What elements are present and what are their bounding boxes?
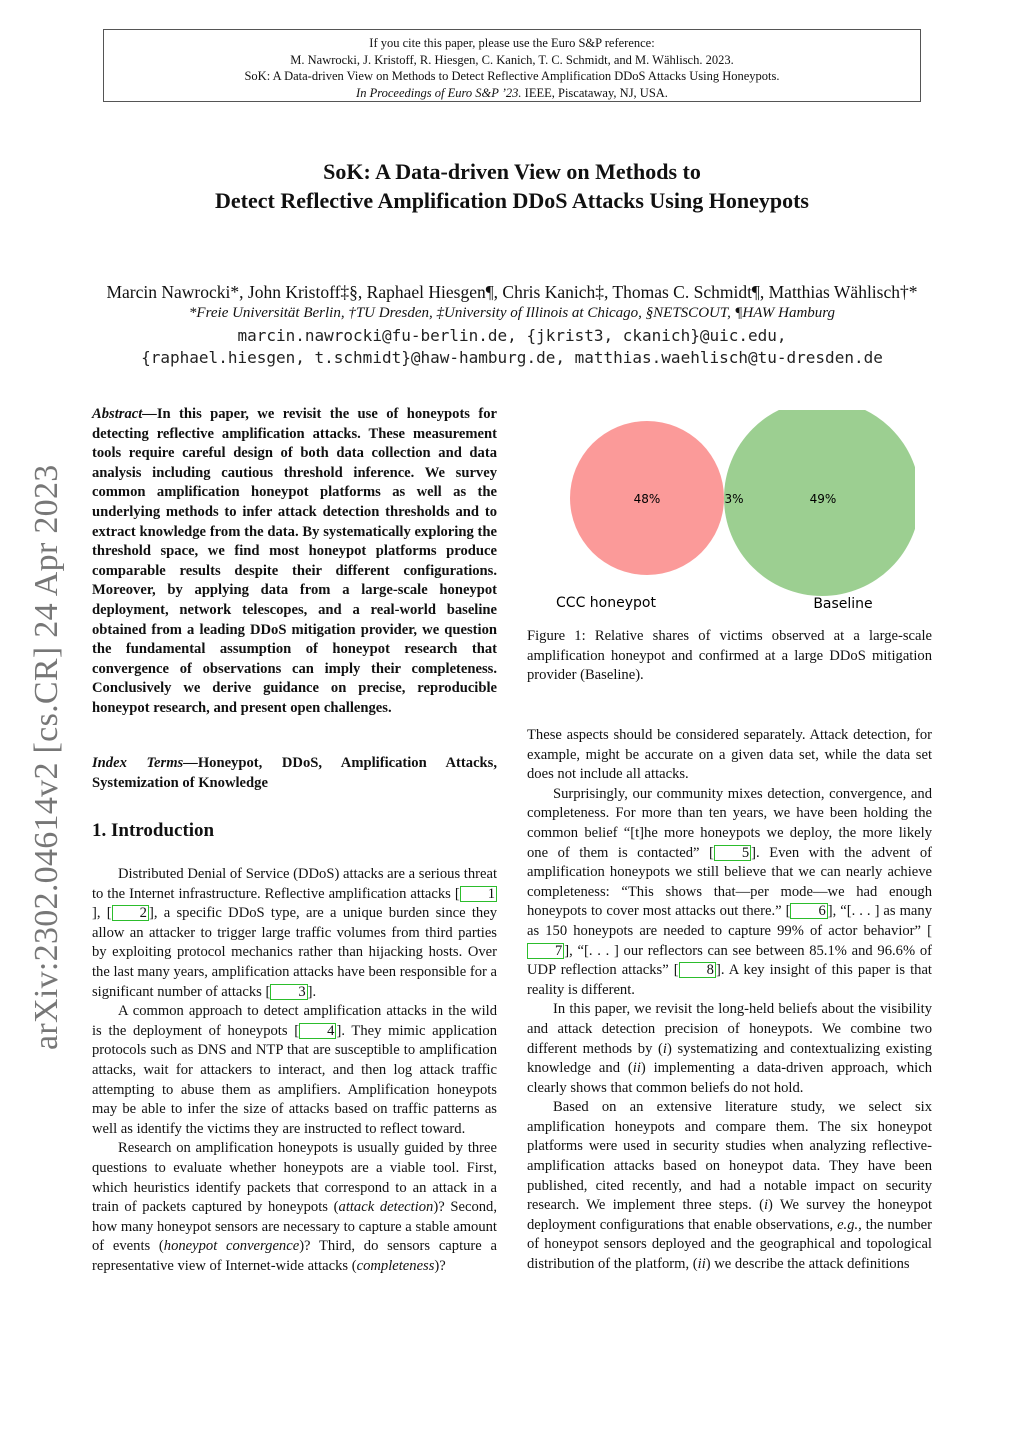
- right-paragraph-2: Surprisingly, our community mixes detection, convergence, and completeness. For more than ten years, we have been holding the common belief “[t]he more honeypots we deploy, the more likely one of them is contacted” [ 5 ]. Even with the advent of amplification honeypots we still believe that we can nearly achieve completeness: “This shows that—per mode—we had enough honeypots to cover most attacks out there.” [ 6 ], “[. . . ] as many as 150 honeypots are needed to capture 99% of actor behavior” [7 ], “[. . . ] our reflectors can see between 85.1% and 96.6% of UDP reflection attacks” [ 8 ]. A key insight of this paper is that reality is different.: [527, 785, 933, 998]
- right-paragraph-3: In this paper, we revisit the long-held beliefs about the visibility and attack detection precision of honeypots. We combine two different methods by (i) systematizing and contextualizing existing knowledge and (ii) implementing a data-driven approach, which clearly shows that common beliefs do not hold.: [527, 1001, 933, 1096]
- citation-link-2[interactable]: 2: [112, 905, 149, 921]
- author-list: Marcin Nawrocki*, John Kristoff‡§, Raphael Hiesgen¶, Chris Kanich‡, Thomas C. Schmidt¶, Matthias Wählisch†*: [106, 282, 918, 302]
- abstract: [92, 405, 497, 719]
- intro-paragraph-2: A common approach to detect amplification attacks in the wild is the deployment of honeypots [ 4 ]. They mimic application protocols such as DNS and NTP that are susceptible to amplification attacks, wait for attackers to interact, and then log attack traffic attempting to abuse them as amplifiers. Amplification honeypots may be able to infer the size of attacks based on traffic patterns as well as identify the victims they are instructed to reflect toward.: [92, 1003, 497, 1137]
- venn-label-left: 48%: [633, 492, 661, 506]
- section-heading-introduction: 1. Introduction: [92, 820, 215, 841]
- venn-set-name-baseline: Baseline: [813, 596, 873, 612]
- citation-link-1[interactable]: 1: [460, 886, 497, 902]
- citation-link-6[interactable]: 6: [790, 903, 827, 919]
- abstract-text: In this paper, we revisit the use of honeypots for detecting reflective amplification attacks. These measurement tools require careful design of both data collection and data analysis including cautious threshold inference. We survey common amplification honeypot platforms as well as the underlying methods to infer attack detection thresholds and to extract knowledge from the data. By systematically exploring the threshold space, we find most honeypot platforms produce comparable results despite their different configurations. Moreover, by applying data from a large-scale honeypot deployment, network telescopes, and a real-world baseline obtained from a leading DDoS mitigation provider, we question the fundamental assumption of honeypot research that convergence of observations can imply their completeness. Conclusively we derive guidance on precise, reproducible honeypot research, and present open challenges.: [92, 406, 497, 716]
- index-terms-text: Honeypot, DDoS, Amplification Attacks, Systemization of Knowledge: [92, 755, 497, 791]
- citation-publisher: IEEE, Piscataway, NJ, USA.: [521, 85, 668, 100]
- citation-line-2: M. Nawrocki, J. Kristoff, R. Hiesgen, C. Kanich, T. C. Schmidt, and M. Wählisch. 2023.: [290, 52, 734, 67]
- title-line-1: SoK: A Data-driven View on Methods to: [323, 159, 701, 184]
- citation-link-3[interactable]: 3: [270, 984, 307, 1000]
- index-terms-lead: Index Terms—: [92, 755, 198, 771]
- title-line-2: Detect Reflective Amplification DDoS Attacks Using Honeypots: [215, 188, 809, 213]
- citation-link-5[interactable]: 5: [714, 845, 751, 861]
- email-line-2: {raphael.hiesgen, t.schmidt}@haw-hamburg.de, matthias.waehlisch@tu-dresden.de: [141, 348, 883, 367]
- arxiv-stamp: arXiv:2302.04614v2 [cs.CR] 24 Apr 2023: [28, 464, 65, 1050]
- affiliations: *Freie Universität Berlin, †TU Dresden, ‡University of Illinois at Chicago, §NETSCOUT, ¶HAW Hamburg: [188, 305, 836, 321]
- citation-link-4[interactable]: 4: [299, 1023, 336, 1039]
- venn-label-right: 49%: [809, 492, 837, 506]
- venn-diagram: [545, 410, 915, 620]
- index-terms: [92, 754, 497, 793]
- intro-paragraph-1: Distributed Denial of Service (DDoS) attacks are a serious threat to the Internet infrastructure. Reflective amplification attacks [ 1], [ 2 ], a specific DDoS type, are a unique burden since they allow an attacker to trigger large traffic volumes from third parties by exploiting protocol mechanics rather than hijacking hosts. Over the last many years, amplification attacks have been responsible for a significant number of attacks [ 3 ].: [92, 866, 497, 1000]
- paper-title: [0, 157, 1024, 215]
- right-paragraph-4: Based on an extensive literature study, we select six amplification honeypots and compare them. The six honeypot platforms were used in security studies when analyzing reflective-amplification attacks based on honeypot data. They have been published, cited recently, and had a notable impact on security research. We implement three steps. (i) We survey the honeypot deployment configurations that enable observations, e.g., the number of honeypot sensors deployed and the geographical and topological distribution of the platform, (ii) we describe the attack definitions: [527, 1099, 932, 1273]
- venn-set-name-ccc-honeypot: CCC honeypot: [556, 595, 656, 611]
- figure-1-caption: Figure 1: Relative shares of victims observed at a large-scale amplification honeypot and confirmed at a large DDoS mitigation provider (Baseline).: [527, 628, 932, 684]
- citation-box: [103, 29, 921, 102]
- abstract-lead: Abstract—: [92, 406, 157, 422]
- citation-link-7[interactable]: 7: [527, 943, 564, 959]
- right-column-body: [527, 726, 932, 1275]
- citation-link-8[interactable]: 8: [679, 962, 716, 978]
- citation-venue: In Proceedings of Euro S&P ’23.: [356, 85, 522, 100]
- citation-line-1: If you cite this paper, please use the Euro S&P reference:: [369, 36, 655, 50]
- right-paragraph-1: These aspects should be considered separately. Attack detection, for example, might be accurate on a given data set, while the data set does not include all attacks.: [527, 727, 932, 783]
- venn-label-overlap: 3%: [724, 492, 744, 506]
- intro-paragraph-3: Research on amplification honeypots is usually guided by three questions to evaluate whether honeypots are a viable tool. First, which heuristics identify packets that correspond to an attack in a train of packets captured by honeypots (attack detection)? Second, how many honeypot sensors are necessary to capture a stable amount of events (honeypot convergence)? Third, do sensors capture a representative view of Internet-wide attacks (completeness)?: [92, 1140, 498, 1274]
- email-line-1: marcin.nawrocki@fu-berlin.de, {jkrist3, ckanich}@uic.edu,: [237, 326, 787, 345]
- citation-line-4: [104, 85, 920, 102]
- figure-1: [545, 410, 915, 625]
- citation-line-3: SoK: A Data-driven View on Methods to Detect Reflective Amplification DDoS Attacks Using Honeypots.: [244, 69, 780, 83]
- introduction-body: [92, 865, 497, 1276]
